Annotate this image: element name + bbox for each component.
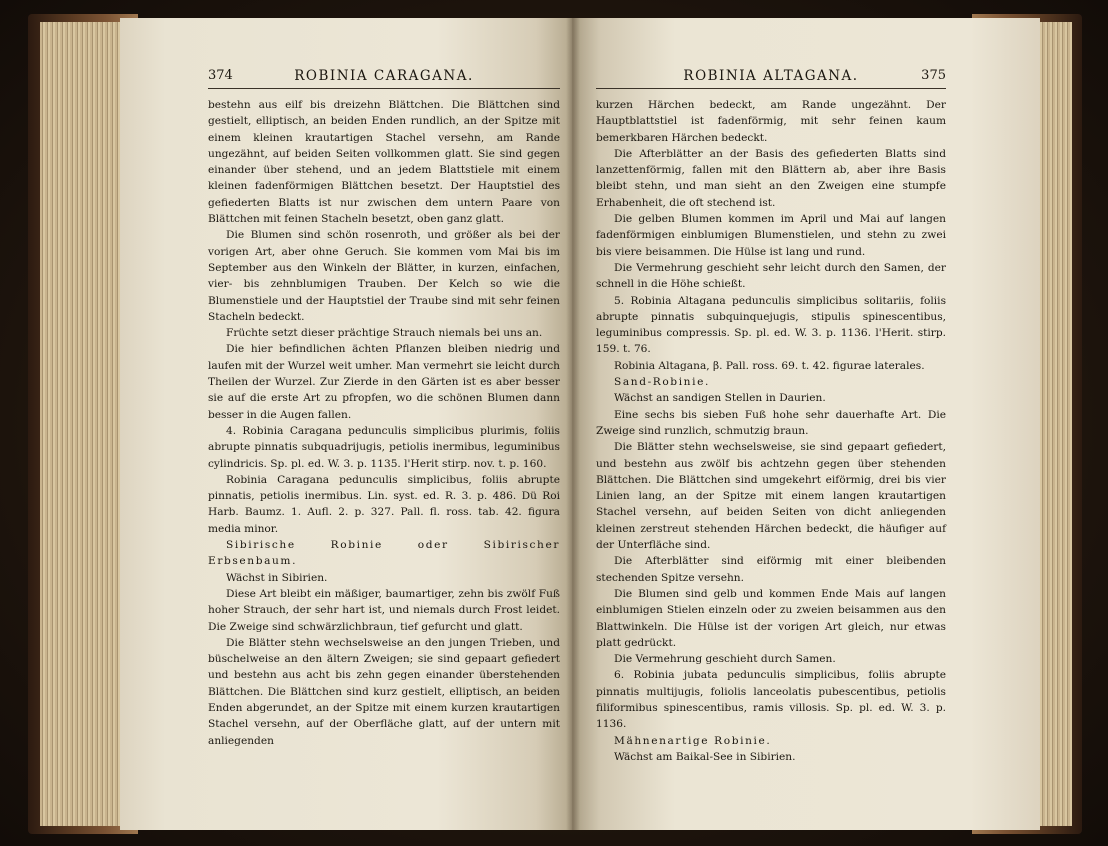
paragraph: Die Afterblätter an der Basis des gefiederten Blatts sind lanzettenförmig, fallen mit den Blättern ab, aber ihre Basis bleibt stehn, und man sieht an den Zweigen eine stumpfe Erhabenheit, die oft stechend ist. [596,147,946,209]
book-gutter [566,18,580,830]
left-page-content [208,68,560,749]
common-name: Sand-Robinie. [614,376,710,389]
paragraph: Diese Art bleibt ein mäßiger, baumartiger, zehn bis zwölf Fuß hoher Strauch, der sehr hart ist, und niemals durch Frost leidet. Die Zweige sind schwärzlichbraun, tief gefurcht und glatt. [208,587,560,633]
paragraph: Die Afterblätter sind eiförmig mit einer bleibenden stechenden Spitze versehn. [596,555,946,584]
right-page-header [596,68,946,89]
paragraph: Die hier befindlichen ächten Pflanzen bleiben niedrig und laufen mit der Wurzel weit umher. Man vermehrt sie leicht durch Theilen der Wurzel. Zur Zierde in den Gärten ist es aber besser sie auf die erste Art zu pfropfen, wo die schönen Blumen dann besser in die Augen fallen. [208,343,560,421]
paragraph: Die Vermehrung geschieht sehr leicht durch den Samen, der schnell in die Höhe schießt. [596,261,946,291]
page-edges-left [40,22,132,826]
right-page [572,18,1040,830]
paragraph: Früchte setzt dieser prächtige Strauch niemals bei uns an. [226,327,543,340]
right-page-content [596,68,946,765]
paragraph: Die Vermehrung geschieht durch Samen. [614,653,836,666]
page-number-right: 375 [921,68,946,83]
species-entry: 6. Robinia jubata pedunculis simplicibus, foliis abrupte pinnatis multijugis, foliolis lanceolatis pubescentibus, petiolis filiformibus spinescentibus, ramis villosis. Sp. pl. ed. W. 3. p. 1136. [596,669,946,731]
running-head-left: ROBINIA CARAGANA. [294,68,474,84]
species-entry: 5. Robinia Altagana pedunculis simplicibus solitariis, foliis abrupte pinnatis subquinquejugis, stipulis spinescentibus, leguminibus compressis. Sp. pl. ed. W. 3. p. 1136. l'Herit. stirp. 159. t. 76. [596,294,946,356]
left-page-header [208,68,560,89]
paragraph: Die Blätter stehn wechselsweise an den jungen Trieben, und büschelweise an den ältern Zweigen; sie sind gepaart gefiedert und bestehn aus acht bis zehn gegen einander überstehenden Blättchen. Die Blättchen sind kurz gestielt, elliptisch, an beiden Enden abgerundet, an der Spitze mit einem kurzen krautartigen Stachel versehn, auf der Oberfläche glatt, auf der untern mit anliegenden [208,636,560,747]
habitat-line: Wächst an sandigen Stellen in Daurien. [614,392,826,405]
left-page [120,18,572,830]
species-entry: 4. Robinia Caragana pedunculis simplicibus plurimis, foliis abrupte pinnatis subquadrijugis, petiolis inermibus, leguminibus cylindricis. Sp. pl. ed. W. 3. p. 1135. l'Herit stirp. nov. t. p. 160. [208,424,560,470]
paragraph: bestehn aus eilf bis dreizehn Blättchen. Die Blättchen sind gestielt, elliptisch, an beiden Enden rundlich, an der Spitze mit einem kleinen krautartigen Stachel versehn, am Rande ungezähnt, auf beiden Seiten vollkommen glatt. Sie sind gegen einander über stehend, und an jedem Blattstiele mit einem kleinen fadenförmigen Blättchen besetzt. Der Hauptstiel des gefiederten Blatts ist nur zwischen dem untern Paare von Blättchen mit feinen Stacheln besetzt, oben ganz glatt. [208,99,560,226]
left-page-text [208,97,560,749]
common-name: Sibirische Robinie oder Sibirischer Erbsenbaum. [208,539,560,568]
paragraph: Die gelben Blumen kommen im April und Mai auf langen fadenförmigen einblumigen Blumenstielen, und stehn zu zwei bis viere beisammen. Die Hülse ist lang und rund. [596,213,946,258]
synonym-entry: Robinia Caragana pedunculis simplicibus, foliis abrupte pinnatis, petiolis inermibus. Lin. syst. ed. R. 3. p. 486. Dü Roi Harb. Baumz. 1. Aufl. 2. p. 327. Pall. fl. ross. tab. 42. figura media minor. [208,473,560,535]
running-head-right: ROBINIA ALTAGANA. [683,68,859,84]
paragraph: kurzen Härchen bedeckt, am Rande ungezähnt. Der Hauptblattstiel ist fadenförmig, mit sehr feinen kaum bemerkbaren Härchen bedeckt. [596,99,946,144]
page-number-left: 374 [208,68,233,83]
paragraph: Die Blätter stehn wechselsweise, sie sind gepaart gefiedert, und bestehn aus zwölf bis achtzehn gegen über stehenden Blättchen. Die Blättchen sind umgekehrt eiförmig, drei bis vier Linien lang, an der Spitze mit einem langen krautartigen Stachel versehn, auf beiden Seiten von dicht anliegenden kleinen zerstreut stehenden Härchen bedeckt, die häufiger auf der Unterfläche sind. [596,441,946,552]
paragraph: Eine sechs bis sieben Fuß hohe sehr dauerhafte Art. Die Zweige sind runzlich, schmutzig braun. [596,408,946,437]
paragraph: Die Blumen sind gelb und kommen Ende Mais auf langen einblumigen Stielen einzeln oder zu zweien beisammen aus den Blattwinkeln. Die Hülse ist der vorigen Art gleich, nur etwas platt gedrückt. [596,587,946,649]
habitat-line: Wächst in Sibirien. [226,571,328,584]
synonym-entry: Robinia Altagana, β. Pall. ross. 69. t. 42. figurae laterales. [614,359,925,372]
habitat-line: Wächst am Baikal-See in Sibirien. [614,750,796,763]
common-name: Mähnenartige Robinie. [614,734,772,747]
right-page-text [596,97,946,765]
paragraph: Die Blumen sind schön rosenroth, und größer als bei der vorigen Art, aber ohne Geruch. Sie kommen vom Mai bis im September aus den Winkeln der Blätter, in kurzen, einfachen, vier- bis zehnblumigen Trauben. Der Kelch so wie die Blumenstiele und der Hauptstiel der Traube sind mit sehr feinen Stacheln bedeckt. [208,229,560,323]
